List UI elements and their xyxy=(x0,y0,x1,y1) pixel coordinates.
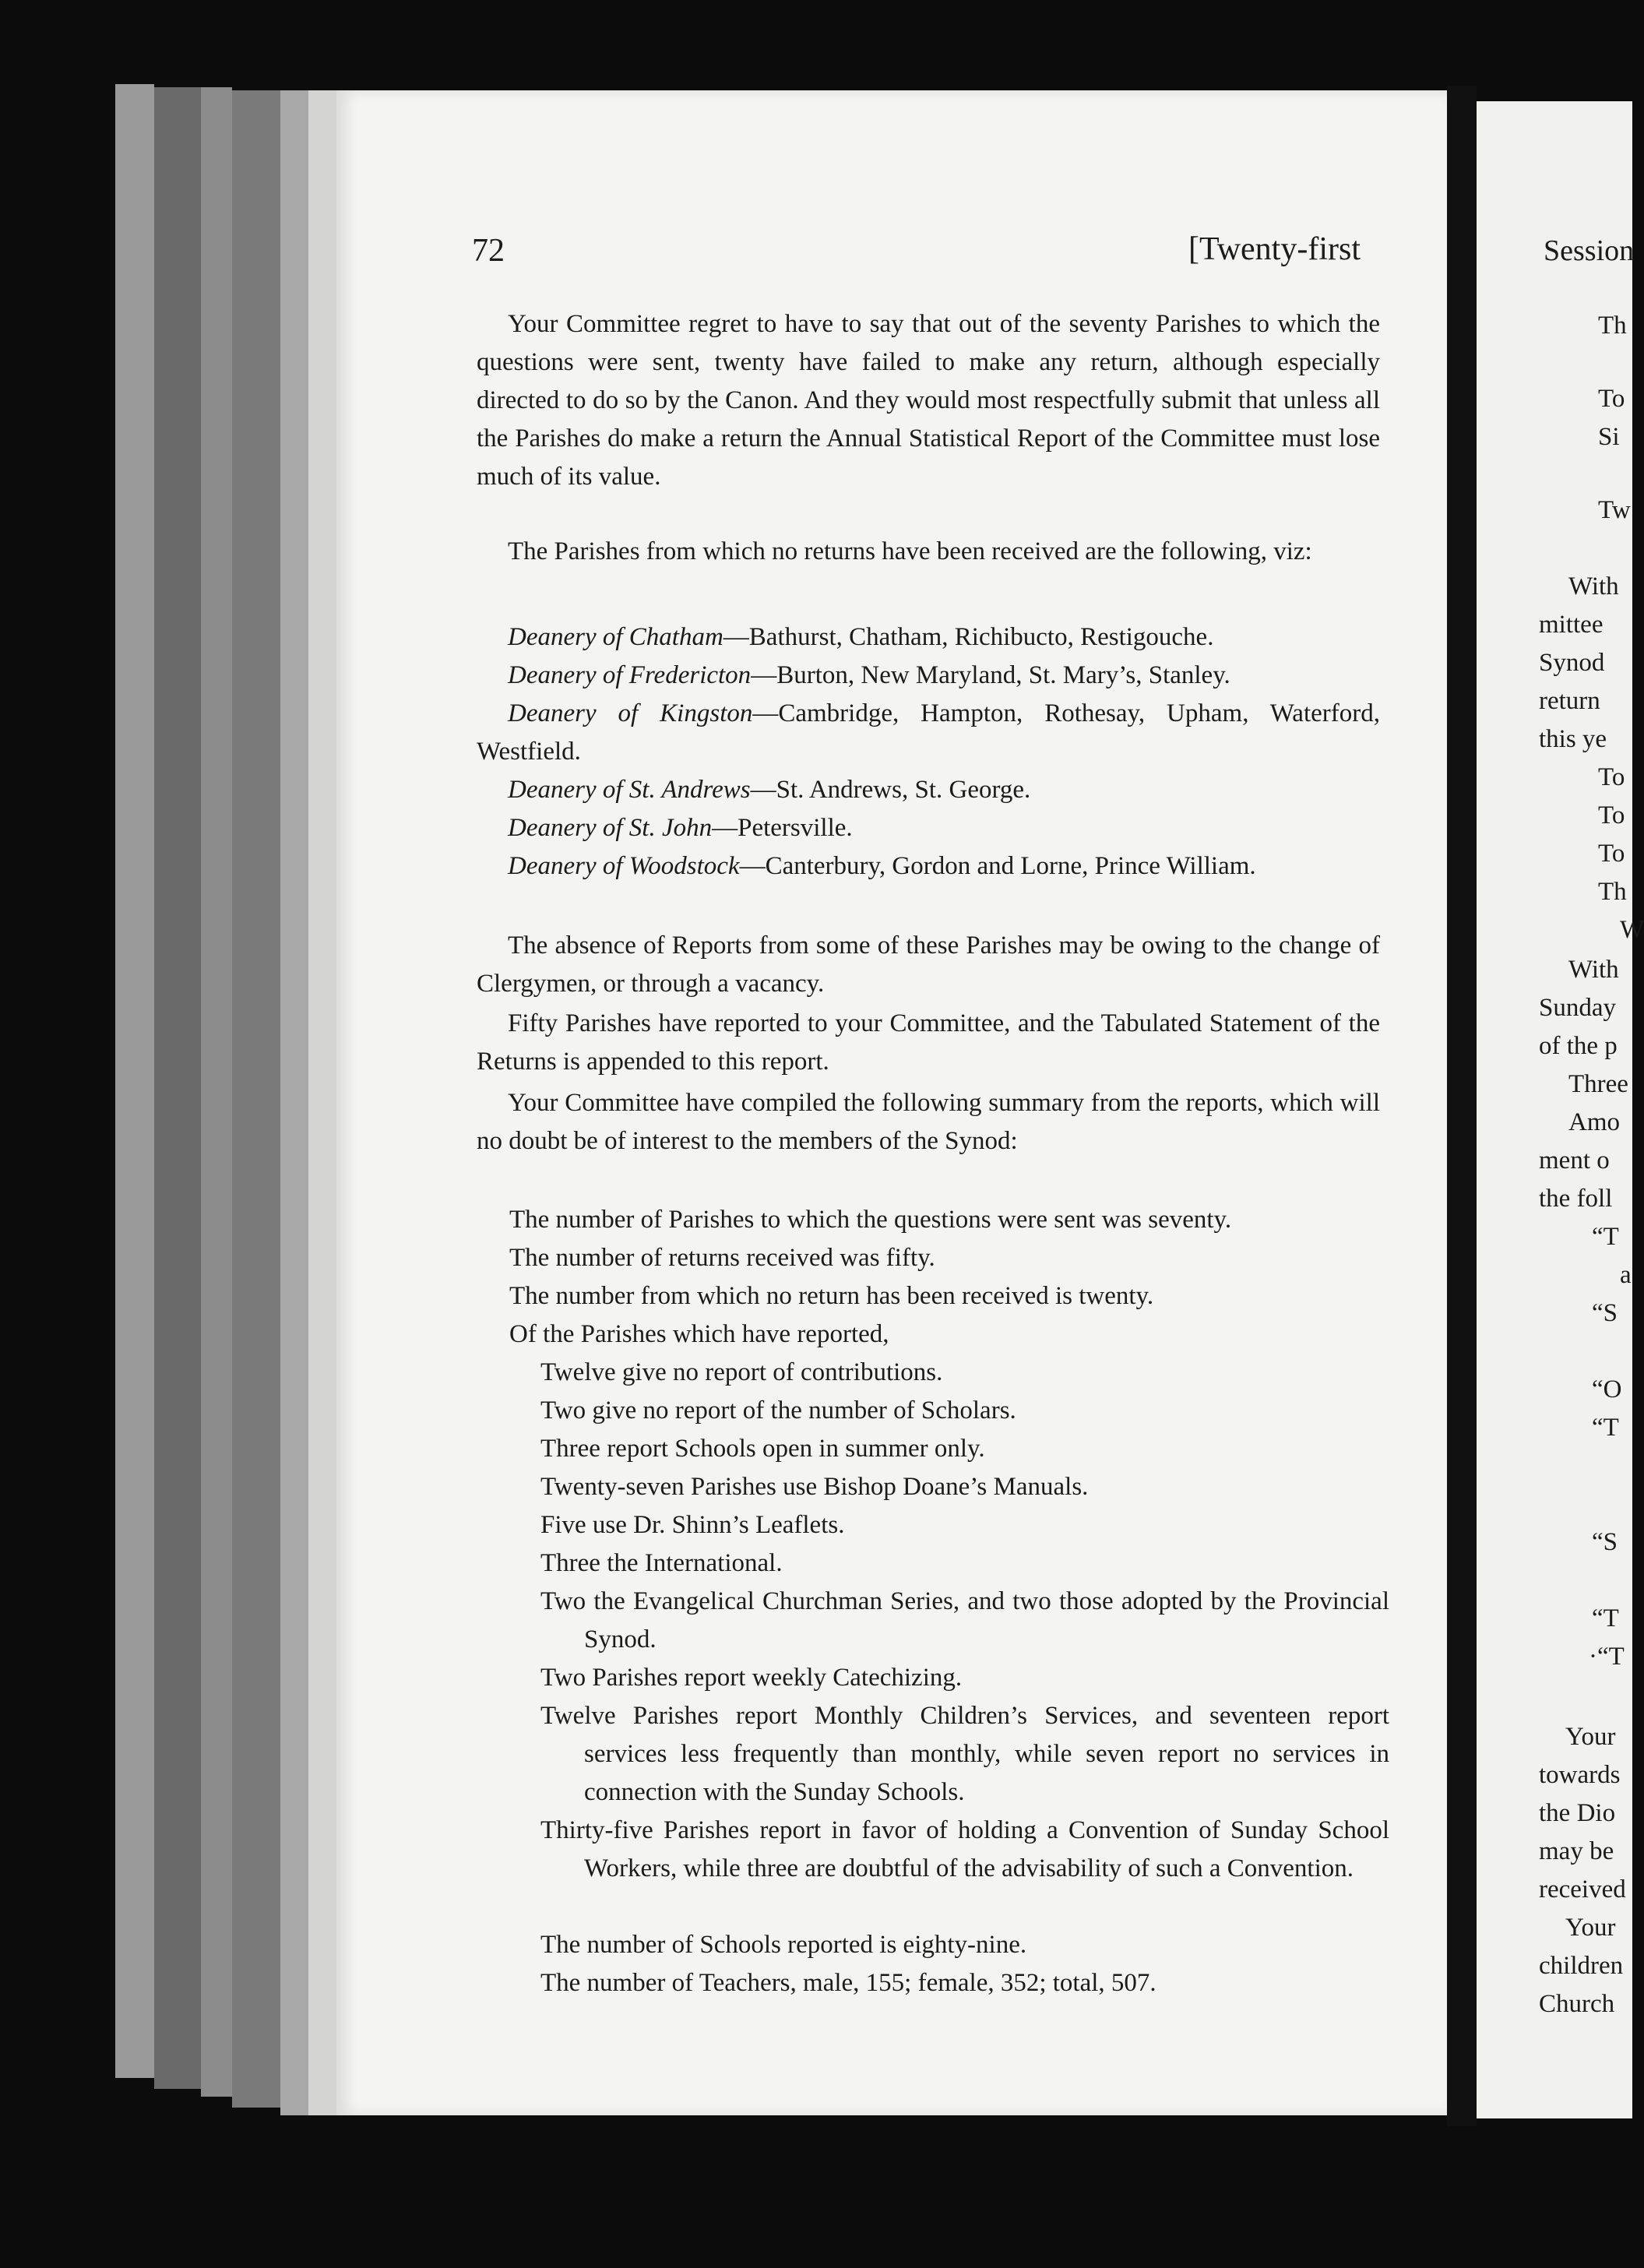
book-edge xyxy=(201,87,232,2097)
next-page-fragment: this ye xyxy=(1539,725,1607,753)
next-page-fragment: Amo xyxy=(1568,1108,1620,1136)
book-edge xyxy=(115,84,154,2078)
deanery-name: Deanery of Woodstock xyxy=(508,852,740,880)
next-page-fragment: “S xyxy=(1592,1299,1618,1327)
next-page-fragment: Three xyxy=(1568,1070,1628,1098)
summary-line: Of the Parishes which have reported, xyxy=(509,1320,889,1348)
reported-item: Five use Dr. Shinn’s Leaflets. xyxy=(540,1511,845,1539)
next-page-fragment: “T xyxy=(1592,1223,1619,1251)
deanery-fredericton xyxy=(477,657,1380,695)
reported-item: Three report Schools open in summer only. xyxy=(540,1435,985,1463)
running-head: [Twenty-first xyxy=(1188,231,1361,267)
book-edge xyxy=(280,90,308,2115)
next-page-fragment: Synod xyxy=(1539,649,1605,677)
next-page-fragment: of the p xyxy=(1539,1032,1618,1060)
book-edge xyxy=(232,90,280,2108)
reported-item: The number of Schools reported is eighty-nine. xyxy=(540,1931,1027,1959)
next-page-fragment: With xyxy=(1568,956,1619,984)
deanery-parishes: —Canterbury, Gordon and Lorne, Prince William. xyxy=(739,852,1256,880)
next-page-fragment: “S xyxy=(1592,1528,1618,1556)
reported-item: Three the International. xyxy=(540,1549,783,1577)
next-page-fragment: return xyxy=(1539,687,1600,715)
next-page-fragment: Your xyxy=(1565,1914,1616,1942)
next-page-fragment: a xyxy=(1620,1261,1632,1289)
deanery-parishes: —Burton, New Maryland, St. Mary’s, Stanley. xyxy=(751,661,1230,689)
deanery-name: Deanery of St. John xyxy=(508,814,713,842)
reported-item: Two the Evangelical Churchman Series, and two those adopted by the Provincial Synod. xyxy=(540,1587,1389,1653)
book-edge xyxy=(154,87,201,2089)
next-page-fragment: mittee xyxy=(1539,611,1604,639)
deanery-parishes: —St. Andrews, St. George. xyxy=(750,776,1031,804)
next-page-fragment: received xyxy=(1539,1875,1626,1904)
reported-item: Twelve give no report of contributions. xyxy=(540,1358,943,1386)
next-page-fragment: the Dio xyxy=(1539,1799,1616,1827)
deanery-st-john xyxy=(477,809,1380,847)
next-page-fragment: Tw xyxy=(1598,496,1631,524)
next-page-fragment: Sunday xyxy=(1539,994,1616,1022)
next-page-fragment: Your xyxy=(1565,1723,1616,1751)
next-page-fragment: Th xyxy=(1598,878,1627,906)
deanery-name: Deanery of Kingston xyxy=(508,699,753,727)
reported-item: The number of Teachers, male, 155; female, 352; total, 507. xyxy=(540,1969,1156,1997)
summary-line: The number from which no return has been received is twenty. xyxy=(509,1282,1154,1310)
next-page-fragment: Church xyxy=(1539,1990,1615,2018)
next-page-fragment: “T xyxy=(1592,1604,1619,1632)
next-page-fragment: With xyxy=(1568,572,1619,600)
next-page-fragment: Th xyxy=(1598,312,1627,340)
next-page-fragment: To xyxy=(1598,840,1625,868)
next-page-fragment: ·“T xyxy=(1589,1643,1625,1671)
summary-intro: Your Committee have compiled the following summary from the reports, which will no doubt be of interest to the members of the Synod: xyxy=(477,1089,1380,1155)
next-page-fragment: To xyxy=(1598,801,1625,829)
deanery-chatham xyxy=(477,618,1380,657)
deanery-woodstock xyxy=(477,847,1380,886)
reported-item: Twenty-seven Parishes use Bishop Doane’s Manuals. xyxy=(540,1473,1089,1501)
next-page-fragment: Si xyxy=(1598,423,1620,451)
next-page-fragment: To xyxy=(1598,763,1625,791)
next-page-fragment: may be xyxy=(1539,1837,1614,1865)
reported-item: Two Parishes report weekly Catechizing. xyxy=(540,1664,963,1692)
fifty-paragraph: Fifty Parishes have reported to your Committee, and the Tabulated Statement of the Returns is appended to this report. xyxy=(477,1009,1380,1076)
next-page-fragment: the foll xyxy=(1539,1185,1613,1213)
deanery-st-andrews xyxy=(477,771,1380,809)
summary-line: The number of returns received was fifty. xyxy=(509,1244,935,1272)
reported-item: Twelve Parishes report Monthly Children’s Services, and seventeen report services less frequently than monthly, while seven report no services in connection with the Sunday Schools. xyxy=(540,1702,1389,1806)
deanery-kingston xyxy=(477,695,1380,771)
page-number: 72 xyxy=(472,233,505,269)
book-edge xyxy=(308,90,336,2115)
summary-line: The number of Parishes to which the questions were sent was seventy. xyxy=(509,1206,1232,1234)
deanery-parishes: —Petersville. xyxy=(712,814,853,842)
absence-paragraph: The absence of Reports from some of these Parishes may be owing to the change of Clergymen, or through a vacancy. xyxy=(477,932,1380,998)
next-page-fragment: “O xyxy=(1592,1375,1622,1403)
deanery-parishes: —Bathurst, Chatham, Richibucto, Restigouche. xyxy=(723,623,1214,651)
next-page-fragment: W xyxy=(1620,916,1644,944)
deanery-name: Deanery of Chatham xyxy=(508,623,723,651)
deanery-name: Deanery of Fredericton xyxy=(508,661,752,689)
deanery-parishes: —Cambridge, Hampton, Rothesay, Upham, Waterford, Westfield. xyxy=(477,699,1380,766)
next-page-fragment: children xyxy=(1539,1952,1624,1980)
reported-item: Two give no report of the number of Scholars. xyxy=(540,1396,1016,1425)
next-page-fragment: To xyxy=(1598,385,1625,413)
next-page-fragment: “T xyxy=(1592,1414,1619,1442)
page-gutter xyxy=(1447,86,1477,2126)
next-page-fragment: ment o xyxy=(1539,1146,1610,1174)
intro-paragraph: Your Committee regret to have to say that out of the seventy Parishes to which the questions were sent, twenty have failed to make any return, although especially directed to do so by the Canon. And they would most respectfully submit that unless all the Parishes do make a return the Annual Statistical Report of the Committee must lose much of its value. xyxy=(477,310,1380,491)
reported-item: Thirty-five Parishes report in favor of holding a Convention of Sunday School Workers, while three are doubtful of the advisability of such a Convention. xyxy=(540,1816,1389,1882)
next-page-fragment: towards xyxy=(1539,1761,1621,1789)
next-page-fragment: Session xyxy=(1544,234,1635,267)
deanery-name: Deanery of St. Andrews xyxy=(508,776,751,804)
no-returns-intro: The Parishes from which no returns have been received are the following, viz: xyxy=(508,537,1312,565)
